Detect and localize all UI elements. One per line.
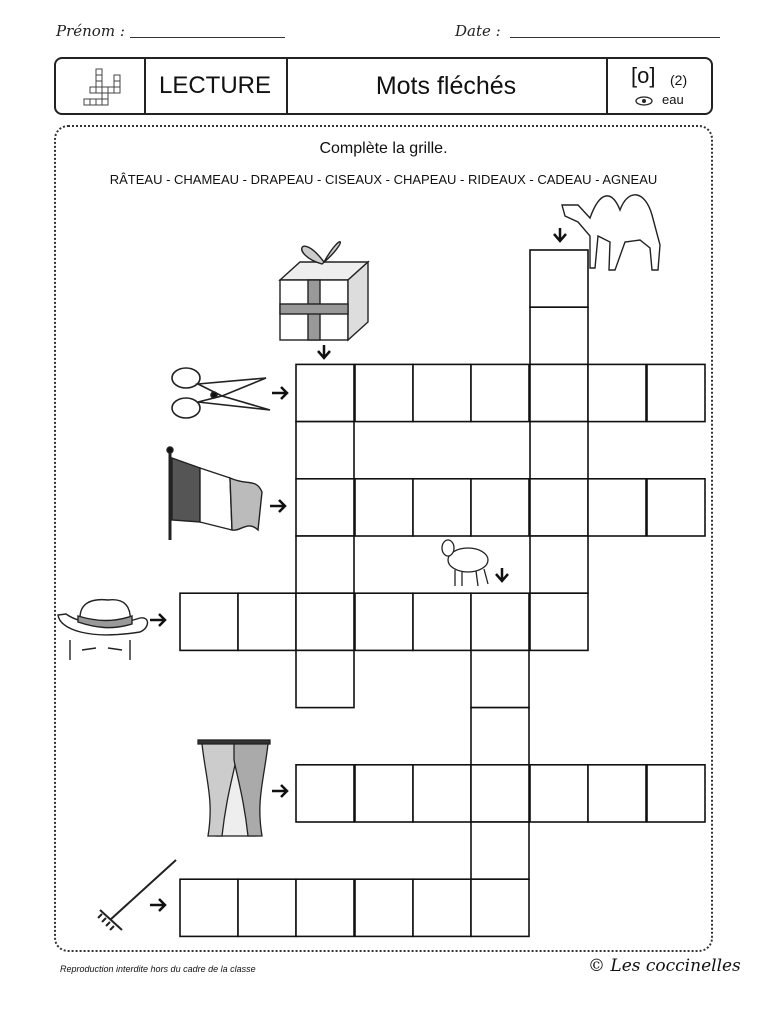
flag-icon: [167, 447, 262, 540]
grid-cell[interactable]: [296, 650, 354, 707]
grid-cell[interactable]: [355, 593, 413, 650]
grid-cell[interactable]: [471, 593, 529, 650]
page-title: Mots fléchés: [375, 72, 517, 100]
rake-icon: [98, 860, 176, 930]
grid-cell[interactable]: [471, 765, 529, 822]
subject-label: LECTURE: [158, 72, 272, 99]
grid-cell[interactable]: [530, 765, 588, 822]
lamb-icon: [442, 540, 488, 586]
arrow-right-scissors: [272, 387, 287, 399]
gift-icon: [280, 242, 368, 340]
sound-spelling: eau: [662, 92, 684, 107]
grid-cell[interactable]: [530, 479, 588, 536]
grid-cell[interactable]: [588, 765, 646, 822]
arrow-down-gift: [318, 345, 330, 358]
grid-cell[interactable]: [355, 765, 413, 822]
grid-cell[interactable]: [471, 650, 529, 707]
curtains-icon: [198, 740, 270, 836]
prenom-label: Prénom :: [56, 22, 125, 40]
grid-cell[interactable]: [530, 250, 588, 307]
grid-cell[interactable]: [471, 822, 529, 879]
grid-cell[interactable]: [471, 879, 529, 936]
grid-cell[interactable]: [530, 307, 588, 364]
instruction-text: Complète la grille.: [319, 140, 448, 157]
grid-cell[interactable]: [413, 765, 471, 822]
arrow-right-hat: [150, 614, 165, 626]
grid-cell[interactable]: [530, 422, 588, 479]
grid-cell[interactable]: [238, 879, 296, 936]
grid-cell[interactable]: [588, 479, 646, 536]
copyright-notice: Reproduction interdite hors du cadre de la classe: [60, 964, 256, 974]
arrow-right-rake: [150, 899, 165, 911]
grid-cell[interactable]: [296, 422, 354, 479]
grid-cell[interactable]: [296, 479, 354, 536]
grid-cell[interactable]: [647, 479, 705, 536]
grid-cell[interactable]: [238, 593, 296, 650]
word-list: RÂTEAU - CHAMEAU - DRAPEAU - CISEAUX - CHAPEAU - RIDEAUX - CADEAU - AGNEAU: [109, 172, 658, 187]
arrow-down-camel: [554, 228, 566, 241]
brand-logo: © Les coccinelles: [588, 956, 741, 976]
grid-cell[interactable]: [296, 765, 354, 822]
grid-cell[interactable]: [180, 593, 238, 650]
grid-cell[interactable]: [355, 364, 413, 421]
grid-cell[interactable]: [530, 593, 588, 650]
sound-symbol: [o]: [631, 63, 656, 88]
scissors-icon: [172, 368, 270, 418]
grid-cell[interactable]: [647, 364, 705, 421]
arrow-right-flag: [270, 500, 285, 512]
grid-cell[interactable]: [530, 536, 588, 593]
grid-cell[interactable]: [296, 364, 354, 421]
grid-cell[interactable]: [296, 879, 354, 936]
sound-number: (2): [670, 72, 688, 88]
grid-cell[interactable]: [413, 879, 471, 936]
grid-cell[interactable]: [355, 479, 413, 536]
grid-cell[interactable]: [588, 364, 646, 421]
grid-cell[interactable]: [413, 479, 471, 536]
grid-cell[interactable]: [413, 593, 471, 650]
hat-icon: [58, 600, 148, 660]
grid-cell[interactable]: [530, 364, 588, 421]
arrow-down-lamb: [496, 568, 508, 581]
grid-cell[interactable]: [296, 593, 354, 650]
grid-cell[interactable]: [296, 536, 354, 593]
arrow-right-curtains: [272, 785, 287, 797]
grid-cell[interactable]: [355, 879, 413, 936]
grid-cell[interactable]: [413, 364, 471, 421]
grid-cell[interactable]: [471, 479, 529, 536]
grid-cell[interactable]: [471, 708, 529, 765]
date-label: Date :: [455, 22, 501, 40]
grid-cell[interactable]: [647, 765, 705, 822]
grid-cell[interactable]: [471, 364, 529, 421]
grid-cell[interactable]: [180, 879, 238, 936]
